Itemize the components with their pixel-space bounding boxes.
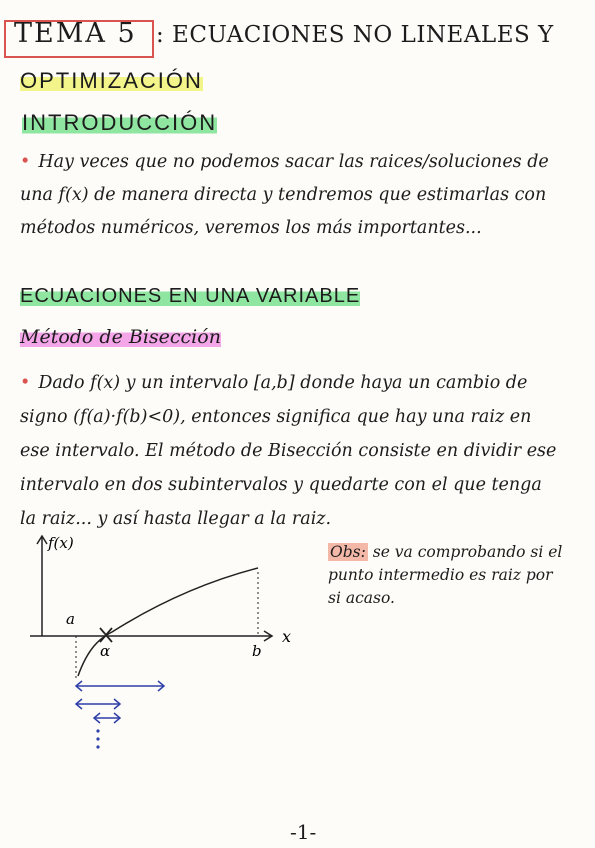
y-axis-label: f(x) (48, 534, 74, 552)
obs-tag: Obs: (330, 543, 366, 561)
title-second-line (20, 68, 203, 94)
subsection-heading-metodo (20, 326, 221, 348)
bullet-icon: • (20, 152, 31, 172)
section-intro-text: INTRODUCCIÓN (22, 110, 218, 135)
obs-text: se va comprobando si el punto intermedio es raiz por si acaso. (328, 543, 563, 607)
x-axis-label: x (282, 627, 292, 646)
subsection-metodo-text: Método de Bisección (20, 326, 221, 348)
title-second-text: OPTIMIZACIÓN (20, 68, 203, 93)
root-marker-icon (100, 628, 112, 642)
interval-arrows (76, 681, 164, 723)
a-label: a (66, 610, 75, 628)
intro-text: Hay veces que no podemos sacar las raices/soluciones de una f(x) de manera directa y tendremos que estimarlas con métodos numéricos, veremos los más importantes... (20, 152, 549, 238)
intro-paragraph (20, 146, 560, 245)
title-rest: : ECUACIONES NO LINEALES Y (156, 22, 554, 48)
bullet-icon: • (20, 373, 31, 393)
title-tema: TEMA 5 (14, 18, 137, 49)
biseccion-text: Dado f(x) y un intervalo [a,b] donde haya un cambio de signo (f(a)·f(b)<0), entonces significa que hay una raiz en ese intervalo. El método de Bisección consiste en dividir ese intervalo en dos subintervalos y quedarte con el que tenga la raiz... y así hasta llegar a la raiz. (20, 373, 557, 529)
alpha-label: α (100, 642, 111, 660)
observation-note (328, 541, 568, 610)
section-heading-ecuaciones (20, 285, 360, 308)
bisection-graph (20, 528, 310, 768)
biseccion-paragraph (20, 366, 560, 536)
continuation-dots (96, 729, 99, 748)
section-heading-intro (22, 110, 217, 136)
b-label: b (252, 642, 262, 660)
page-number: -1- (290, 820, 317, 844)
section-ecuaciones-text: ECUACIONES EN UNA VARIABLE (20, 285, 361, 307)
